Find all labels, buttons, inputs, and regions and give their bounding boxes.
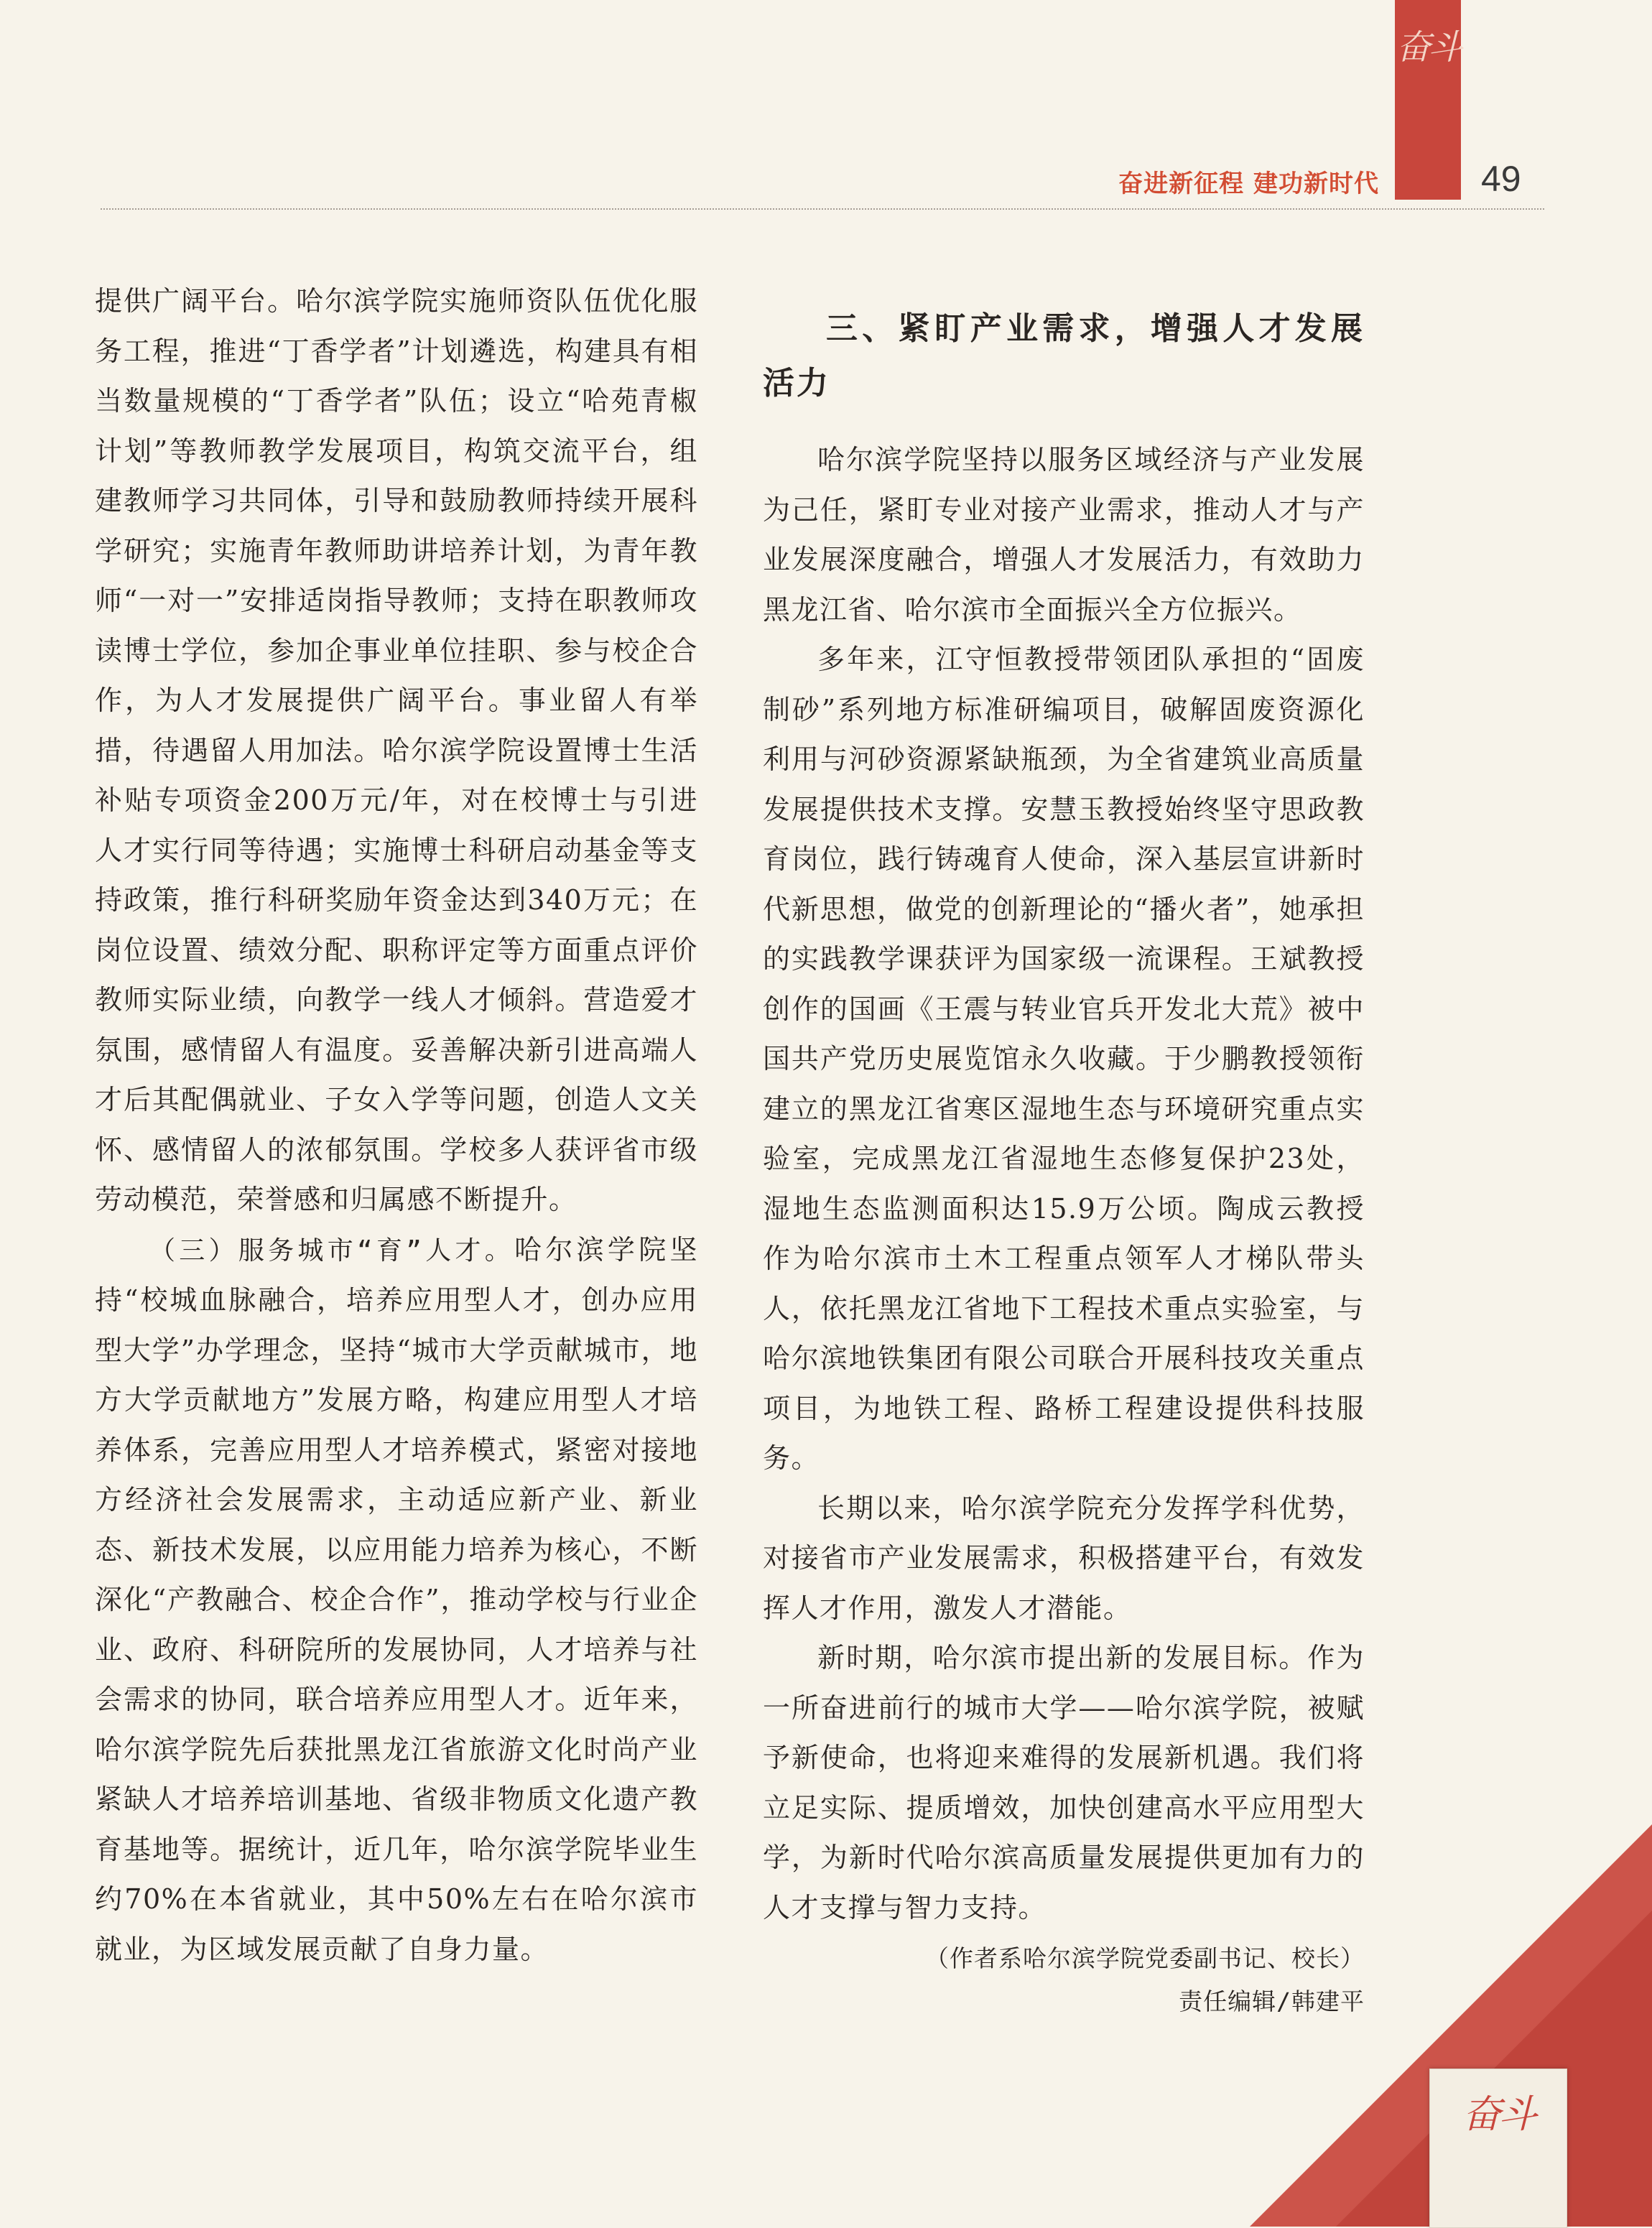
author-note: （作者系哈尔滨学院党委副书记、校长） <box>925 1944 1365 1972</box>
left-paragraph-1: 提供广阔平台。哈尔滨学院实施师资队伍优化服务工程，推进“丁香学者”计划遴选，构建具有相当数量规模的“丁香学者”队伍；设立“哈苑青椒计划”等教师教学发展项目，构筑交流平台，组建教师学习共同体，引导和鼓励教师持续开展科学研究；实施青年教师助讲培养计划，为青年教师“一对一”安排适岗指导教师；支持在职教师攻读博士学位，参加企事业单位挂职、参与校企合作，为人才发展提供广阔平台。事业留人有举措，待遇留人用加法。哈尔滨学院设置博士生活补贴专项资金200万元/年，对在校博士与引进人才实行同等待遇；实施博士科研启动基金等支持政策，推行科研奖励年资金达到340万元；在岗位设置、绩效分配、职称评定等方面重点评价教师实际业绩，向教学一线人才倾斜。营造爱才氛围，感情留人有温度。妥善解决新引进高端人才后其配偶就业、子女入学等问题，创造人文关怀、感情留人的浓郁氛围。学校多人获评省市级劳动模范，荣誉感和归属感不断提升。 <box>95 285 698 1215</box>
header-logo-tab <box>1395 0 1461 200</box>
mini-cover-logo: 奋斗 <box>1462 2092 1534 2137</box>
right-column <box>763 302 1365 2023</box>
left-column <box>95 277 698 1974</box>
header-slogan: 奋进新征程 建功新时代 <box>1118 170 1379 198</box>
right-paragraph-4: 新时期，哈尔滨市提出新的发展目标。作为一所奋进前行的城市大学——哈尔滨学院，被赋予新使命，也将迎来难得的发展新机遇。我们将立足实际、提质增效，加快创建高水平应用型大学，为新时代哈尔滨高质量发展提供更加有力的人才支撑与智力支持。 <box>763 1642 1365 1923</box>
left-paragraph-2-body: 哈尔滨学院坚持“校城血脉融合，培养应用型人才，创办应用型大学”办学理念，坚持“城市大学贡献城市，地方大学贡献地方”发展方略，构建应用型人才培养体系，完善应用型人才培养模式，紧密对接地方经济社会发展需求，主动适应新产业、新业态、新技术发展，以应用能力培养为核心，不断深化“产教融合、校企合作”，推动学校与行业企业、政府、科研院所的发展协同，人才培养与社会需求的协同，联合培养应用型人才。近年来，哈尔滨学院先后获批黑龙江省旅游文化时尚产业紧缺人才培养培训基地、省级非物质文化遗产教育基地等。据统计，近几年，哈尔滨学院毕业生约70%在本省就业，其中50%左右在哈尔滨市就业，为区域发展贡献了自身力量。 <box>95 1233 698 1965</box>
left-paragraph-2 <box>95 1225 698 1975</box>
header-divider <box>101 208 1544 210</box>
right-paragraph-1: 哈尔滨学院坚持以服务区域经济与产业发展为己任，紧盯专业对接产业需求，推动人才与产业发展深度融合，增强人才发展活力，有效助力黑龙江省、哈尔滨市全面振兴全方位振兴。 <box>763 444 1365 626</box>
page-number: 49 <box>1481 159 1521 199</box>
editor-note: 责任编辑/韩建平 <box>1179 1987 1365 2015</box>
right-paragraph-3: 长期以来，哈尔滨学院充分发挥学科优势，对接省市产业发展需求，积极搭建平台，有效发挥人才作用，激发人才潜能。 <box>763 1492 1365 1624</box>
right-paragraph-2: 多年来，江守恒教授带领团队承担的“固废制砂”系列地方标准研编项目，破解固废资源化利用与河砂资源紧缺瓶颈，为全省建筑业高质量发展提供技术支撑。安慧玉教授始终坚守思政教育岗位，践行铸魂育人使命，深入基层宣讲新时代新思想，做党的创新理论的“播火者”，她承担的实践教学课获评为国家级一流课程。王斌教授创作的国画《王震与转业官兵开发北大荒》被中国共产党历史展览馆永久收藏。于少鹏教授领衔建立的黑龙江省寒区湿地生态与环境研究重点实验室，完成黑龙江省湿地生态修复保护23处，湿地生态监测面积达15.9万公顷。陶成云教授作为哈尔滨市土木工程重点领军人才梯队带头人，依托黑龙江省地下工程技术重点实验室，与哈尔滨地铁集团有限公司联合开展科技攻关重点项目，为地铁工程、路桥工程建设提供科技服务。 <box>763 644 1365 1474</box>
section-heading: 三、紧盯产业需求，增强人才发展活力 <box>763 310 1365 401</box>
magazine-logo: 奋斗 <box>1396 27 1460 68</box>
mini-cover-thumbnail <box>1429 2069 1567 2228</box>
subsection-heading: （三）服务城市“育”人才。 <box>149 1235 515 1266</box>
